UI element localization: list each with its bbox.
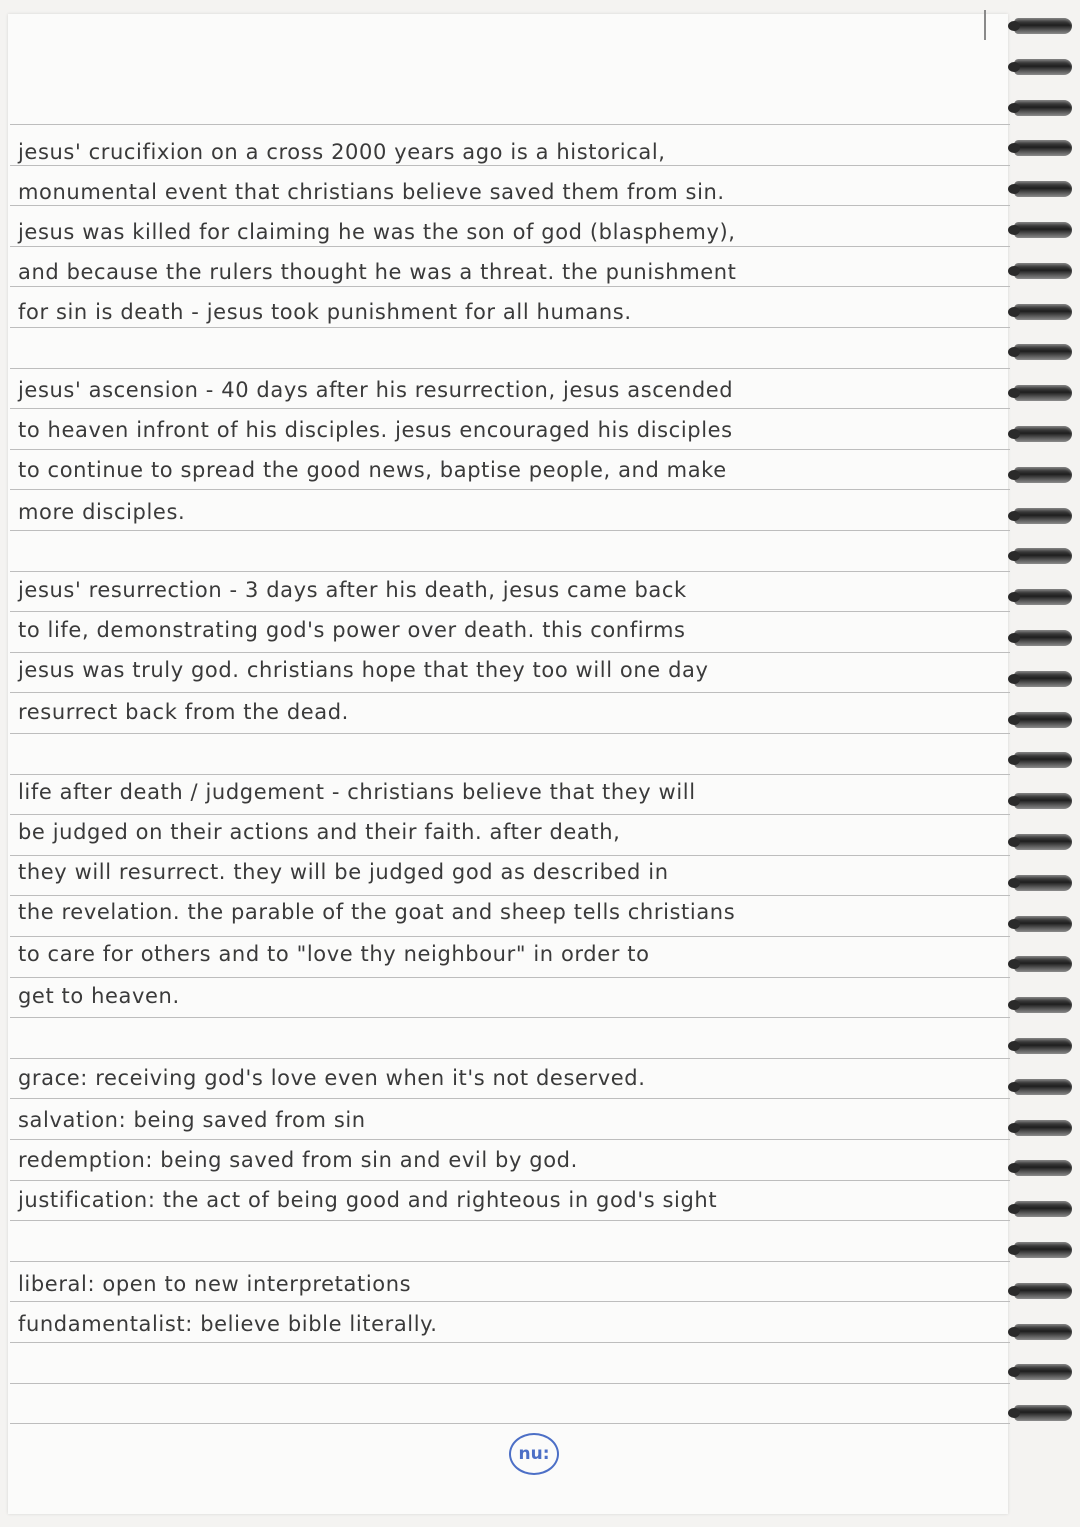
ruled-line (10, 895, 1010, 896)
ruled-line (10, 774, 1010, 775)
text-line: justification: the act of being good and righteous in god's sight (18, 1188, 718, 1212)
text-line: more disciples. (18, 500, 186, 524)
binding-ring (1014, 916, 1072, 932)
binding-ring (1014, 426, 1072, 442)
ruled-line (10, 936, 1010, 937)
ruled-line (10, 246, 1010, 247)
ruled-line (10, 814, 1010, 815)
binding-ring (1014, 59, 1072, 75)
ruled-line (10, 692, 1010, 693)
ruled-line (10, 733, 1010, 734)
text-line: the revelation. the parable of the goat and sheep tells christians (18, 900, 736, 924)
binding-ring (1014, 548, 1072, 564)
ruled-line (10, 611, 1010, 612)
ruled-line (10, 368, 1010, 369)
binding-ring (1014, 1160, 1072, 1176)
binding-ring (1014, 18, 1072, 34)
ruled-line (10, 977, 1010, 978)
ruled-line (10, 327, 1010, 328)
binding-ring (1014, 1283, 1072, 1299)
binding-ring (1014, 181, 1072, 197)
text-line: to care for others and to "love thy neighbour" in order to (18, 942, 650, 966)
binding-ring (1014, 385, 1072, 401)
ruled-line (10, 286, 1010, 287)
ruled-line (10, 530, 1010, 531)
text-line: to heaven infront of his disciples. jesus encouraged his disciples (18, 418, 733, 442)
ruled-line (10, 1180, 1010, 1181)
ruled-line (10, 1383, 1010, 1384)
ruled-line (10, 571, 1010, 572)
binding-ring (1014, 344, 1072, 360)
ruled-line (10, 1098, 1010, 1099)
binding-ring (1014, 100, 1072, 116)
binding-ring (1014, 630, 1072, 646)
text-line: for sin is death - jesus took punishment for all humans. (18, 300, 632, 324)
text-line: be judged on their actions and their faith. after death, (18, 820, 621, 844)
binding-ring (1014, 140, 1072, 156)
text-line: jesus' resurrection - 3 days after his death, jesus came back (18, 578, 687, 602)
binding-ring (1014, 712, 1072, 728)
binding-ring (1014, 752, 1072, 768)
ruled-line (10, 1261, 1010, 1262)
binding-ring (1014, 875, 1072, 891)
ruled-line (10, 165, 1010, 166)
text-line: they will resurrect. they will be judged god as described in (18, 860, 669, 884)
text-line: fundamentalist: believe bible literally. (18, 1312, 438, 1336)
ruled-line (10, 1423, 1010, 1424)
ruled-line (10, 449, 1010, 450)
margin-mark (984, 10, 986, 40)
binding-ring (1014, 671, 1072, 687)
binding-ring (1014, 1038, 1072, 1054)
ruled-line (10, 1058, 1010, 1059)
text-line: jesus was truly god. christians hope that they too will one day (18, 658, 709, 682)
binding-ring (1014, 508, 1072, 524)
binding-ring (1014, 834, 1072, 850)
text-line: and because the rulers thought he was a threat. the punishment (18, 260, 737, 284)
ruled-line (10, 1342, 1010, 1343)
binding-ring (1014, 222, 1072, 238)
text-line: redemption: being saved from sin and evil by god. (18, 1148, 578, 1172)
ruled-line (10, 1301, 1010, 1302)
binding-ring (1014, 1364, 1072, 1380)
binding-ring (1014, 997, 1072, 1013)
text-line: get to heaven. (18, 984, 180, 1008)
text-line: to life, demonstrating god's power over death. this confirms (18, 618, 686, 642)
binding-ring (1014, 1201, 1072, 1217)
text-line: resurrect back from the dead. (18, 700, 349, 724)
text-line: jesus was killed for claiming he was the son of god (blasphemy), (18, 220, 736, 244)
ruled-line (10, 1017, 1010, 1018)
text-line: grace: receiving god's love even when it's not deserved. (18, 1066, 646, 1090)
ruled-line (10, 489, 1010, 490)
binding-ring (1014, 1079, 1072, 1095)
text-line: jesus' crucifixion on a cross 2000 years ago is a historical, (18, 140, 666, 164)
ruled-line (10, 1139, 1010, 1140)
ruled-line (10, 205, 1010, 206)
binding-ring (1014, 793, 1072, 809)
binding-ring (1014, 467, 1072, 483)
binding-ring (1014, 1120, 1072, 1136)
binding-ring (1014, 304, 1072, 320)
text-line: salvation: being saved from sin (18, 1108, 366, 1132)
binding-ring (1014, 1242, 1072, 1258)
binding-ring (1014, 1324, 1072, 1340)
ruled-line (10, 124, 1010, 125)
binding-ring (1014, 263, 1072, 279)
ruled-line (10, 855, 1010, 856)
binding-ring (1014, 589, 1072, 605)
text-line: liberal: open to new interpretations (18, 1272, 412, 1296)
binding-ring (1014, 956, 1072, 972)
text-line: monumental event that christians believe saved them from sin. (18, 180, 725, 204)
text-line: life after death / judgement - christians believe that they will (18, 780, 696, 804)
text-line: to continue to spread the good news, baptise people, and make (18, 458, 727, 482)
ruled-line (10, 652, 1010, 653)
nu-logo: nu: (509, 1433, 559, 1475)
ruled-line (10, 408, 1010, 409)
spiral-binding (1014, 8, 1080, 1458)
text-line: jesus' ascension - 40 days after his resurrection, jesus ascended (18, 378, 734, 402)
ruled-line (10, 1220, 1010, 1221)
binding-ring (1014, 1405, 1072, 1421)
